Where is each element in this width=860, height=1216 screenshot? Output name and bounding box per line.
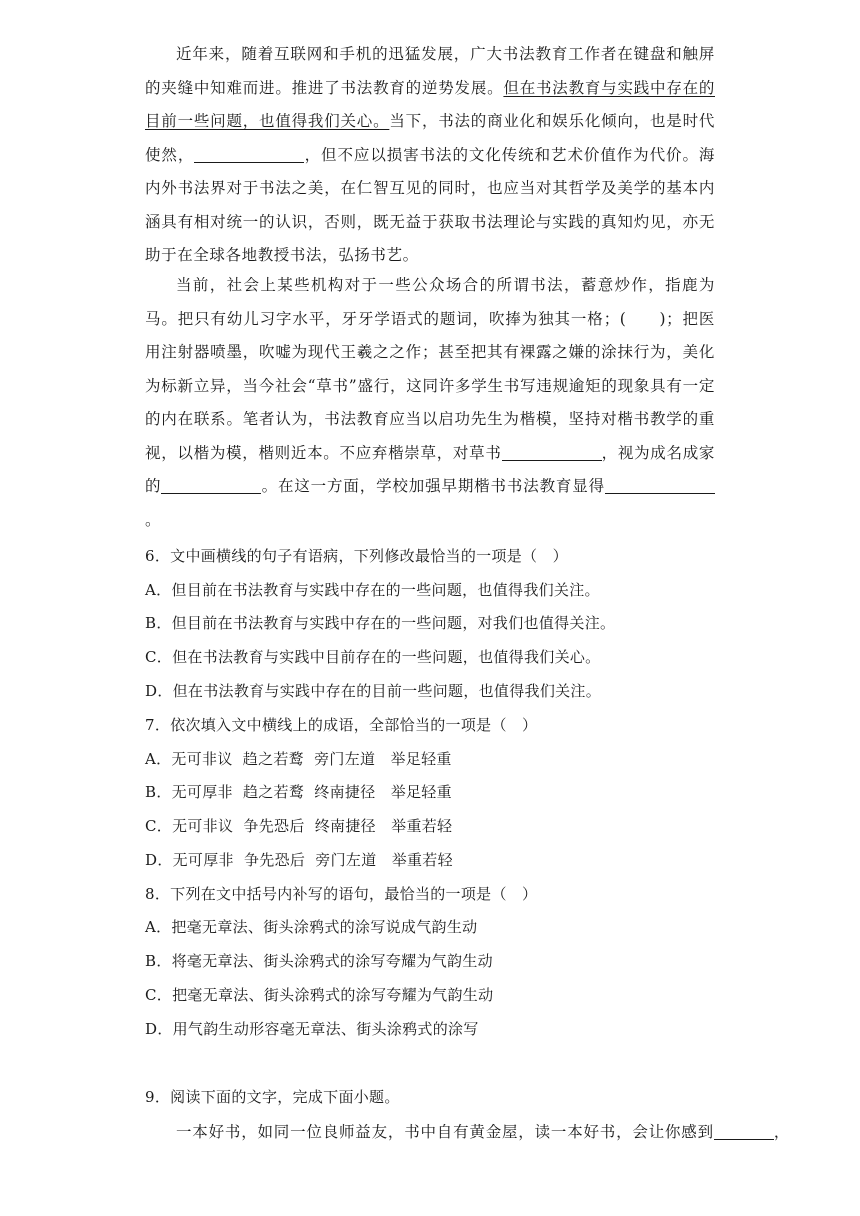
question-8-option-b[interactable]: B．将毫无章法、街头涂鸦式的涂写夸耀为气韵生动 [145, 952, 493, 970]
passage1-sentence-3: ，但不应以损害书法的文化传统和艺术价值作为代价。海内外书法界对于书法之美，在仁智互见的同时，也应当对其哲学及美学的基本内涵具有相对统一的认识，否则，既无益于获取书法理论与实践的真知灼见，亦无助于在全球各地教授书法，弘扬书艺。 [145, 145, 715, 264]
question-7-stem: 7．依次填入文中横线上的成语，全部恰当的一项是（ ） [145, 716, 538, 734]
question-6-option-c[interactable]: C．但在书法教育与实践中目前存在的一些问题，也值得我们关心。 [145, 648, 601, 666]
question-9-stem: 9．阅读下面的文字，完成下面小题。 [145, 1088, 400, 1106]
passage2-sentence-1: 当前，社会上某些机构对于一些公众场合的所谓书法，蓄意炒作，指鹿为马。把只有幼儿习字水平，牙牙学语式的题词，吹捧为独其一格；( )；把医用注射器喷墨，吹嘘为现代王羲之之作；甚至把其有裸露之嫌的涂抹行为，美化为标新立异，当今社会“草书”盛行，这同许多学生书写违规逾矩的现象具有一定的内在联系。笔者认为，书法教育应当以启功先生为楷模，坚持对楷书教学的重视，以楷为模，楷则近本。不应弃楷崇草，对草书 [145, 276, 715, 462]
question-6-option-b[interactable]: B．但目前在书法教育与实践中存在的一些问题，对我们也值得关注。 [145, 614, 616, 632]
question-6-option-d[interactable]: D．但在书法教育与实践中存在的目前一些问题，也值得我们关注。 [145, 682, 602, 700]
question-8-option-a[interactable]: A．把毫无章法、街头涂鸦式的涂写说成气韵生动 [145, 918, 478, 936]
passage2-sentence-2: ，视为成名成家的 [145, 443, 716, 495]
question-9-passage [145, 1118, 791, 1146]
underlined-sentence: 但在书法教育与实践中存在的目前一些问题，也值得我们关心。 [145, 78, 715, 130]
fill-blank-4 [605, 478, 715, 495]
question-7-option-b[interactable]: B．无可厚非 趋之若鹜 终南捷径 举足轻重 [145, 783, 452, 801]
passage2-sentence-4: 。 [145, 510, 162, 529]
passage1-sentence-2: 当下，书法的商业化和娱乐化倾向，也是时代使然， [145, 112, 715, 164]
question-9-text-end: ， [773, 1123, 791, 1141]
question-9-text: 一本好书，如同一位良师益友，书中自有黄金屋，读一本好书，会让你感到 [176, 1123, 714, 1141]
fill-blank-3 [161, 478, 261, 495]
passage-paragraph-2 [145, 269, 715, 537]
passage2-sentence-3: 。在这一方面，学校加强早期楷书书法教育显得 [261, 477, 605, 495]
passage1-sentence-1: 近年来，随着互联网和手机的迅猛发展，广大书法教育工作者在键盘和触屏的夹缝中知难而进。推进了书法教育的逆势发展。 [145, 45, 715, 97]
question-8-option-d[interactable]: D．用气韵生动形容毫无章法、街头涂鸦式的涂写 [145, 1020, 479, 1038]
fill-blank-1 [194, 146, 304, 163]
question-6-option-a[interactable]: A．但目前在书法教育与实践中存在的一些问题，也值得我们关注。 [145, 581, 600, 599]
question-7-option-a[interactable]: A．无可非议 趋之若鹜 旁门左道 举足轻重 [145, 750, 452, 768]
fill-blank-2 [502, 444, 602, 461]
question-6-stem: 6．文中画横线的句子有语病，下列修改最恰当的一项是（ ） [145, 547, 568, 565]
question-7-option-c[interactable]: C．无可非议 争先恐后 终南捷径 举重若轻 [145, 817, 453, 835]
question-8-stem: 8．下列在文中括号内补写的语句，最恰当的一项是（ ） [145, 885, 538, 903]
question-7-option-d[interactable]: D．无可厚非 争先恐后 旁门左道 举重若轻 [145, 851, 453, 869]
passage-paragraph-1 [145, 38, 715, 273]
fill-blank-5 [714, 1124, 774, 1141]
question-8-option-c[interactable]: C．把毫无章法、街头涂鸦式的涂写夸耀为气韵生动 [145, 986, 494, 1004]
